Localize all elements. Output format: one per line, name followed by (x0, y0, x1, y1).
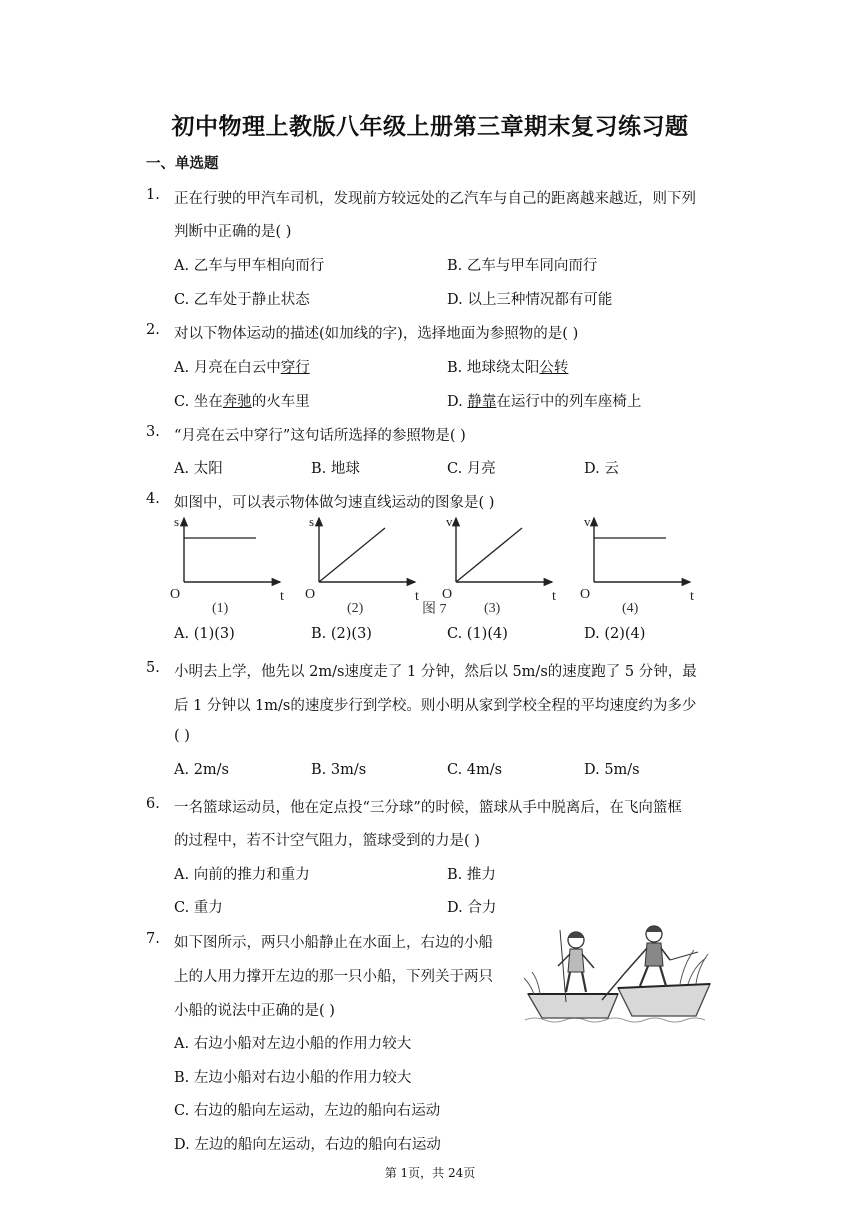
q2-option-c: C. 坐在奔驰的火车里 (174, 394, 310, 410)
q3-stem-line1: “月亮在云中穿行”这句话所选择的参照物是( ) (174, 428, 466, 444)
graph-2-y-label: s (309, 514, 315, 529)
q4-option-b: B. (2)(3) (311, 626, 372, 642)
q7-stem-line3: 小船的说法中正确的是( ) (174, 1003, 335, 1019)
q6-stem-line2: 的过程中，若不计空气阻力，篮球受到的力是( ) (174, 833, 480, 849)
page-title: 初中物理上教版八年级上册第三章期末复习练习题 (171, 114, 689, 140)
graph-4-x-label: t (690, 589, 694, 604)
q3-option-a: A. 太阳 (174, 461, 223, 477)
graph-3-origin-label: O (442, 587, 453, 602)
graph-3 (442, 514, 556, 616)
motion-graphs-figure (160, 512, 700, 620)
q5-option-a: A. 2m/s (174, 762, 229, 778)
graph-1-y-label: s (174, 514, 180, 529)
q5-number: 5. (146, 660, 160, 676)
graph-1-origin-label: O (170, 587, 181, 602)
q4-option-d: D. (2)(4) (584, 626, 646, 642)
q1-option-c: C. 乙车处于静止状态 (174, 292, 310, 308)
graph-4-caption: (4) (622, 601, 639, 616)
graph-2-caption: (2) (347, 601, 364, 616)
graph-3-y-label: v (446, 514, 453, 529)
q1-option-d: D. 以上三种情况都有可能 (447, 292, 613, 308)
q5-stem-line2: 后 1 分钟以 1m/s的速度步行到学校。则小明从家到学校全程的平均速度约为多少 (174, 698, 697, 714)
q6-option-a: A. 向前的推力和重力 (174, 867, 310, 883)
boats-illustration (520, 922, 716, 1032)
graph-2-origin-label: O (305, 587, 316, 602)
q2-option-d: D. 静靠在运行中的列车座椅上 (447, 394, 642, 410)
q6-number: 6. (146, 796, 160, 812)
q7-option-b: B. 左边小船对右边小船的作用力较大 (174, 1070, 412, 1086)
q4-option-a: A. (1)(3) (174, 626, 235, 642)
q1-option-a: A. 乙车与甲车相向而行 (174, 258, 325, 274)
page-footer: 第 1页，共 24页 (384, 1166, 476, 1180)
q6-option-c: C. 重力 (174, 900, 223, 916)
q5-stem-line1: 小明去上学，他先以 2m/s速度走了 1 分钟，然后以 5m/s的速度跑了 5 分钟，最 (174, 664, 697, 680)
q1-stem-line1: 正在行驶的甲汽车司机，发现前方较远处的乙汽车与自己的距离越来越近，则下列 (174, 191, 696, 207)
q5-option-d: D. 5m/s (584, 762, 640, 778)
q3-option-c: C. 月亮 (447, 461, 496, 477)
q7-option-d: D. 左边的船向左运动，右边的船向右运动 (174, 1137, 441, 1153)
q4-number: 4. (146, 491, 160, 507)
section-heading: 一、单选题 (146, 156, 219, 172)
figure-label: 图 7 (422, 602, 447, 617)
q4-option-c: C. (1)(4) (447, 626, 508, 642)
graph-3-x-label: t (552, 589, 556, 604)
q1-option-b: B. 乙车与甲车同向而行 (447, 258, 598, 274)
graph-4-y-label: v (584, 514, 591, 529)
q5-option-c: C. 4m/s (447, 762, 503, 778)
q3-number: 3. (146, 424, 160, 440)
q6-option-d: D. 合力 (447, 900, 497, 916)
graph-2-line (319, 528, 385, 582)
q3-option-d: D. 云 (584, 461, 619, 477)
q7-stem-line1: 如下图所示，两只小船静止在水面上，右边的小船 (174, 935, 493, 951)
graph-4-origin-label: O (580, 587, 591, 602)
graph-1-caption: (1) (212, 601, 229, 616)
q4-stem-line1: 如图中，可以表示物体做匀速直线运动的图象是( ) (174, 495, 495, 511)
q7-option-a: A. 右边小船对左边小船的作用力较大 (174, 1036, 412, 1052)
q7-number: 7. (146, 931, 160, 947)
q6-option-b: B. 推力 (447, 867, 496, 883)
graph-2-x-label: t (415, 589, 419, 604)
q2-number: 2. (146, 322, 160, 338)
graph-3-caption: (3) (484, 601, 501, 616)
q2-option-a: A. 月亮在白云中穿行 (174, 360, 310, 376)
graph-1 (170, 514, 284, 616)
graph-2 (305, 514, 419, 616)
q3-option-b: B. 地球 (311, 461, 360, 477)
q5-stem-line3: ( ) (174, 728, 190, 744)
graph-1-x-label: t (280, 589, 284, 604)
q1-number: 1. (146, 187, 160, 203)
q1-stem-line2: 判断中正确的是( ) (174, 224, 292, 240)
graph-4 (580, 514, 694, 616)
q2-stem-line1: 对以下物体运动的描述(如加线的字)，选择地面为参照物的是( ) (174, 326, 579, 342)
q5-option-b: B. 3m/s (311, 762, 367, 778)
q7-stem-line2: 上的人用力撑开左边的那一只小船，下列关于两只 (174, 969, 493, 985)
q6-stem-line1: 一名篮球运动员，他在定点投“三分球”的时候，篮球从手中脱离后，在飞向篮框 (174, 800, 682, 816)
q7-option-c: C. 右边的船向左运动，左边的船向右运动 (174, 1103, 441, 1119)
q2-option-b: B. 地球绕太阳公转 (447, 360, 569, 376)
graph-3-line (456, 528, 522, 582)
